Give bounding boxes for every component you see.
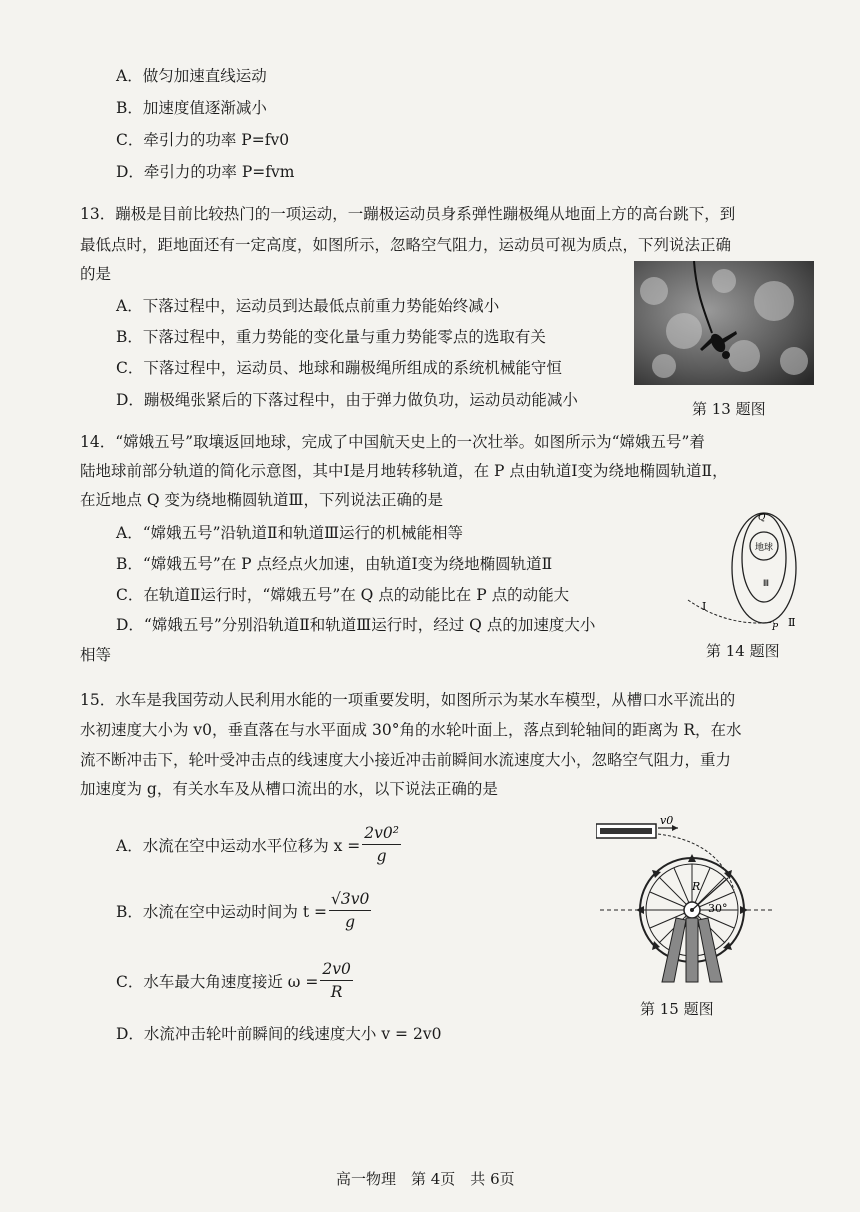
orbit-2-ellipse — [732, 513, 796, 623]
q12-option-b: B．加速度值逐渐减小 — [116, 99, 267, 117]
q13-option-d: D．蹦极绳张紧后的下落过程中，由于弹力做负功，运动员动能减小 — [116, 391, 578, 409]
q15-option-a-den: g — [376, 847, 387, 865]
q15-option-c — [116, 958, 355, 1003]
q12-option-a: A．做匀加速直线运动 — [116, 67, 267, 85]
q15-option-b — [116, 888, 373, 933]
q14-option-c: C．在轨道Ⅱ运行时，“嫦娥五号”在 Q 点的动能比在 P 点的动能大 — [116, 586, 570, 604]
r-label: R — [692, 880, 701, 893]
q15-option-c-num: 2v0 — [320, 958, 352, 981]
q15-stem-line-1: 15．水车是我国劳动人民利用水能的一项重要发明，如图所示为某水车模型，从槽口水平流出的 — [80, 691, 736, 709]
q15-option-a — [116, 822, 403, 867]
q15-option-a-num: 2v0² — [362, 822, 401, 845]
q15-option-b-fraction — [329, 888, 371, 933]
page-footer: 高一物理 第 4页 共 6页 — [336, 1170, 515, 1188]
orbit-2-label: Ⅱ — [788, 616, 796, 629]
earth-label: 地球 — [754, 543, 774, 553]
orbit-1-path — [688, 600, 774, 623]
q14-option-a: A．“嫦娥五号”沿轨道Ⅱ和轨道Ⅲ运行的机械能相等 — [116, 524, 464, 542]
q15-stem-line-2: 水初速度大小为 v0，垂直落在与水平面成 30°角的水轮叶面上，落点到轮轴间的距离为 R，在水 — [80, 721, 742, 739]
waterwheel-diagram — [596, 814, 772, 1000]
q14-stem-line-2: 陆地球前部分轨道的简化示意图，其中Ⅰ是月地转移轨道，在 P 点由轨道Ⅰ变为绕地椭圆轨道Ⅱ， — [80, 462, 728, 480]
q15-stem-line-3: 流不断冲击下，轮叶受冲击点的线速度大小接近冲击前瞬间水流速度大小，忽略空气阻力，重力 — [80, 751, 732, 769]
q14-option-d-cont: 相等 — [80, 646, 112, 664]
v0-label: v0 — [660, 814, 674, 827]
q13-stem-line-3: 的是 — [80, 265, 112, 283]
q15-option-a-fraction — [362, 822, 401, 867]
orbit-3-label: Ⅲ — [762, 579, 770, 589]
q15-option-b-den: g — [345, 913, 356, 931]
q13-option-a: A．下落过程中，运动员到达最低点前重力势能始终减小 — [116, 297, 500, 315]
bungee-photo — [634, 261, 814, 385]
q13-option-c: C．下落过程中，运动员、地球和蹦极绳所组成的系统机械能守恒 — [116, 359, 562, 377]
q15-option-d: D．水流冲击轮叶前瞬间的线速度大小 v = 2v0 — [116, 1025, 442, 1043]
q12-option-c: C．牵引力的功率 P=fv0 — [116, 131, 290, 149]
orbit-diagram — [684, 508, 804, 634]
q13-stem-line-2: 最低点时，距地面还有一定高度，如图所示，忽略空气阻力，运动员可视为质点，下列说法正确 — [80, 236, 732, 254]
q15-stem-line-4: 加速度为 g，有关水车及从槽口流出的水，以下说法正确的是 — [80, 780, 498, 798]
q13-caption: 第 13 题图 — [692, 400, 766, 418]
q15-option-b-num: √3v0 — [329, 888, 371, 911]
q15-option-a-text: A．水流在空中运动水平位移为 x = — [116, 836, 361, 855]
trough-inner — [600, 828, 652, 834]
p-point-label: P — [772, 623, 779, 633]
q15-option-b-text: B．水流在空中运动时间为 t = — [116, 902, 327, 921]
q14-option-b: B．“嫦娥五号”在 P 点经点火加速，由轨道Ⅰ变为绕地椭圆轨道Ⅱ — [116, 555, 553, 573]
wheel-stand — [662, 918, 722, 982]
q13-stem-line-1: 13．蹦极是目前比较热门的一项运动，一蹦极运动员身系弹性蹦极绳从地面上方的高台跳下，到 — [80, 205, 736, 223]
q14-caption: 第 14 题图 — [706, 642, 780, 660]
q14-stem-line-3: 在近地点 Q 变为绕地椭圆轨道Ⅲ，下列说法正确的是 — [80, 491, 444, 509]
q15-caption: 第 15 题图 — [640, 1000, 714, 1018]
orbit-1-label: Ⅰ — [702, 600, 707, 613]
q14-option-d: D．“嫦娥五号”分别沿轨道Ⅱ和轨道Ⅲ运行时，经过 Q 点的加速度大小 — [116, 616, 596, 634]
q15-option-c-text: C．水车最大角速度接近 ω = — [116, 972, 319, 991]
q13-option-b: B．下落过程中，重力势能的变化量与重力势能零点的选取有关 — [116, 328, 546, 346]
angle-label: 30° — [708, 902, 728, 915]
q12-option-d: D．牵引力的功率 P=fvm — [116, 163, 295, 181]
q-point-label: Q — [758, 513, 766, 523]
q14-stem-line-1: 14．“嫦娥五号”取壤返回地球，完成了中国航天史上的一次壮举。如图所示为“嫦娥五号”着 — [80, 433, 705, 451]
q15-option-c-fraction — [320, 958, 352, 1003]
q15-option-c-den: R — [330, 983, 343, 1001]
